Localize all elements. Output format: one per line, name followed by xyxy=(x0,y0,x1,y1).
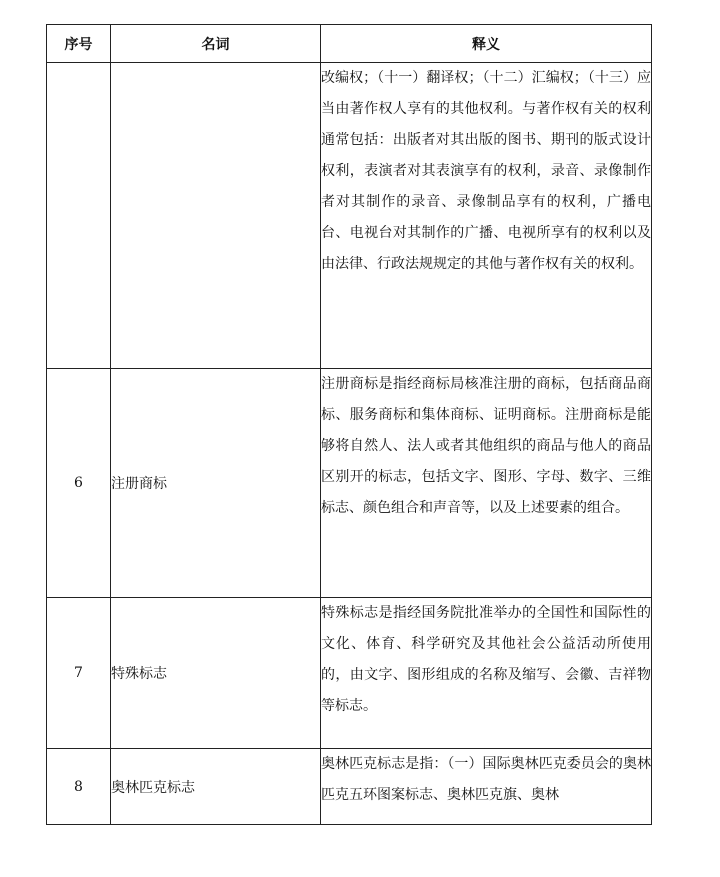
row-term xyxy=(111,63,321,369)
row-definition-cell xyxy=(321,749,652,825)
glossary-table xyxy=(46,24,652,825)
header-term: 名词 xyxy=(111,25,321,63)
row-definition: 注册商标是指经商标局核准注册的商标，包括商品商标、服务商标和集体商标、证明商标。注册商标是能够将自然人、法人或者其他组织的商品与他人的商品区别开的标志，包括文字、图形、字母、数字、三维标志、颜色组合和声音等，以及上述要素的组合。 xyxy=(321,369,652,598)
row-num: 8 xyxy=(47,749,111,825)
row-term: 注册商标 xyxy=(111,369,321,598)
row-term: 奥林匹克标志 xyxy=(111,749,321,825)
header-num: 序号 xyxy=(47,25,111,63)
row-definition: 特殊标志是指经国务院批准举办的全国性和国际性的文化、体育、科学研究及其他社会公益活动所使用的，由文字、图形组成的名称及缩写、会徽、吉祥物等标志。 xyxy=(321,598,652,749)
table-header xyxy=(47,25,652,63)
row-num: 7 xyxy=(47,598,111,749)
row-num: 6 xyxy=(47,369,111,598)
table-row xyxy=(47,749,652,825)
table-row xyxy=(47,63,652,369)
table-body xyxy=(47,63,652,825)
row-term: 特殊标志 xyxy=(111,598,321,749)
table-row xyxy=(47,598,652,749)
row-num xyxy=(47,63,111,369)
header-definition: 释义 xyxy=(321,25,652,63)
row-definition: 奥林匹克标志是指：（一）国际奥林匹克委员会的奥林匹克五环图案标志、奥林匹克旗、奥林 xyxy=(321,756,651,803)
table-row xyxy=(47,369,652,598)
header-row xyxy=(47,25,652,63)
row-definition: 改编权；（十一）翻译权；（十二）汇编权；（十三）应当由著作权人享有的其他权利。与著作权有关的权利通常包括：出版者对其出版的图书、期刊的版式设计权利，表演者对其表演享有的权利，录音、录像制作者对其制作的录音、录像制品享有的权利，广播电台、电视台对其制作的广播、电视所享有的权利以及由法律、行政法规规定的其他与著作权有关的权利。 xyxy=(321,63,652,369)
